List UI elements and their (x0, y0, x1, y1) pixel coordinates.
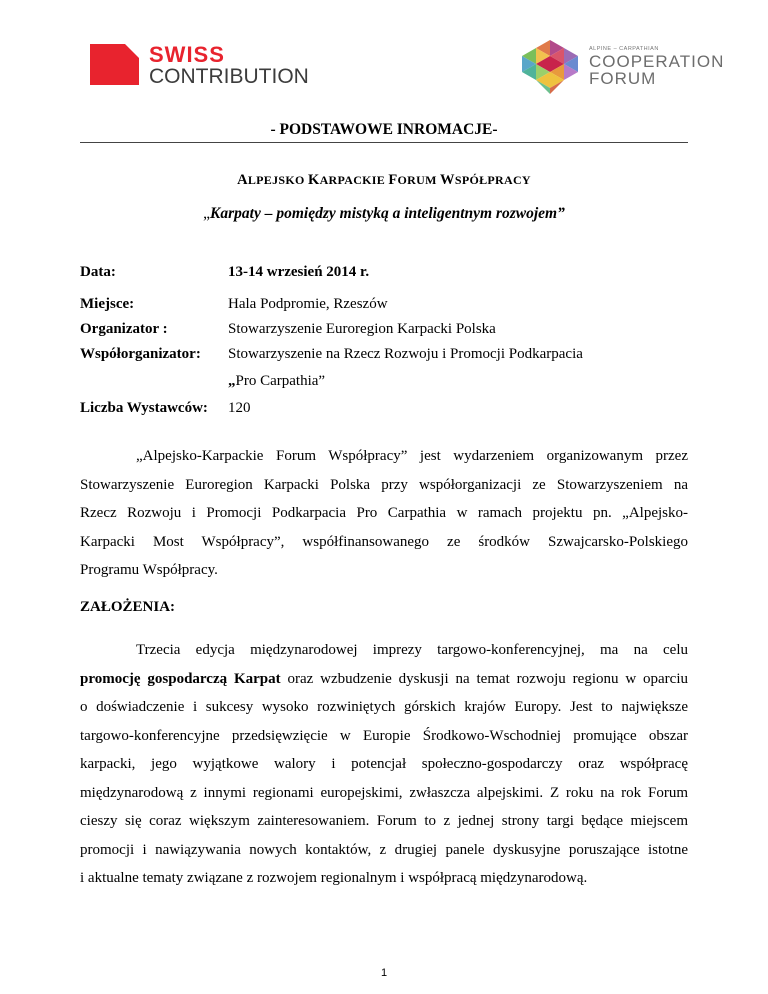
intro-paragraph: „Alpejsko-Karpackie Forum Współpracy” jest wydarzeniem organizowanym przez Stowarzyszenie Euroregion Karpacki Polska przy współorganizacji ze Stowarzyszeniem na Rzecz Rozwoju i Promocji Podkarpacia Pro Carpathia w ramach projektu pn. „Alpejsko- Karpacki Most Współpracy”, współfinansowanego ze środków Szwajcarsko-Polskiego Programu Współpracy. (80, 448, 688, 578)
event-subtitle: „Karpaty – pomiędzy mistyką a inteligentnym rozwojem” (203, 205, 565, 222)
assumptions-paragraph: Trzecia edycja międzynarodowej imprezy targowo-konferencyjnej, ma na celu promocję gospodarczą Karpat oraz wzbudzenie dyskusji na temat rozwoju regionu w oparciu o doświadczenie i sukcesy wysoko rozwiniętych górskich krajów Europy. Jest to największe targowo-konferencyjne przedsięwzięcie w Europie Środkowo-Wschodniej promujące obszar karpacki, jego wyjątkowe walory i potencjał społeczno-gospodarczy oraz współpracę międzynarodową z innymi regionami europejskimi, zwłaszcza alpejskimi. Z roku na rok Forum cieszy się coraz większym zainteresowaniem. Forum to z jednej strony targi będące miejscem promocji i nawiązywania nowych kontaktów, z drugiej panele dyskusyjne poruszające istotne i aktualne tematy związane z rozwojem regionalnym i współpracą międzynarodową. (80, 642, 688, 886)
event-name: ALPEJSKO KARPACKIE FORUM WSPÓŁPRACY (237, 172, 531, 188)
cooperation-forum-logo-mark (519, 40, 581, 94)
swiss-logo-mark (90, 44, 139, 85)
page-number: 1 (380, 967, 388, 979)
coop-logo-line1: COOPERATION (589, 51, 725, 71)
swiss-logo-line2: CONTRIBUTION (149, 65, 309, 88)
swiss-contribution-logo (90, 44, 309, 87)
cooperation-forum-logo (519, 40, 724, 94)
document-page: SWISS CONTRIBUTION ALPINE – CARPATHIAN COOPERATION FORUM - PODSTAWOWE INROMACJE- ALPEJSKO KARPACKIE FORUM WSPÓŁPRACY „Karpaty – pomiędzy mistyką a inteligentnym rozwojem” Data: 13-14 wrzesień 2014 r. Miejsce: Hala Podpromie, Rzeszów Organizator : Stowarzyszenie Euroregion Karpacki Polska Współorganizator: Stowarzyszenie na Rzecz Rozwoju i Promocji Podkarpacia „Pro Carpathia” Liczba Wystawców: 120 „Alpejsko-Karpackie Forum Współpracy” jest wydarzeniem organizowanym przez Stowarzyszenie Euroregion Karpacki Polska przy współorganizacji ze Stowarzyszeniem na Rzecz Rozwoju i Promocji Podkarpacia Pro Carpathia w ramach projektu pn. „Alpejsko- Karpacki Most Współpracy”, współfinansowanego ze środków Szwajcarsko-Polskiego Programu Współpracy. ZAŁOŻENIA: Trzecia edycja międzynarodowej imprezy targowo-konferencyjnej, ma na celu promocję gospodarczą Karpat oraz wzbudzenie dyskusji na temat rozwoju regionu w oparciu o doświadczenie i sukcesy wysoko rozwiniętych górskich krajów Europy. Jest to największe targowo-konferencyjne przedsięwzięcie w Europie Środkowo-Wschodniej promujące obszar karpacki, jego wyjątkowe walory i potencjał społeczno-gospodarczy oraz współpracę międzynarodową z innymi regionami europejskimi, zwłaszcza alpejskimi. Z roku na rok Forum cieszy się coraz większym zainteresowaniem. Forum to z jednej strony targi będące miejscem promocji i nawiązywania nowych kontaktów, z drugiej panele dyskusyjne poruszające istotne i aktualne tematy związane z rozwojem regionalnym i współpracą międzynarodową. 1 (0, 0, 768, 994)
page-title: - PODSTAWOWE INROMACJE- (270, 121, 498, 138)
section-heading-assumptions: ZAŁOŻENIA: (80, 599, 176, 615)
swiss-logo-line1: SWISS (149, 42, 225, 67)
coop-logo-line2: FORUM (589, 68, 657, 88)
title-divider (80, 142, 688, 143)
coop-logo-small-text: ALPINE – CARPATHIAN (589, 46, 659, 53)
